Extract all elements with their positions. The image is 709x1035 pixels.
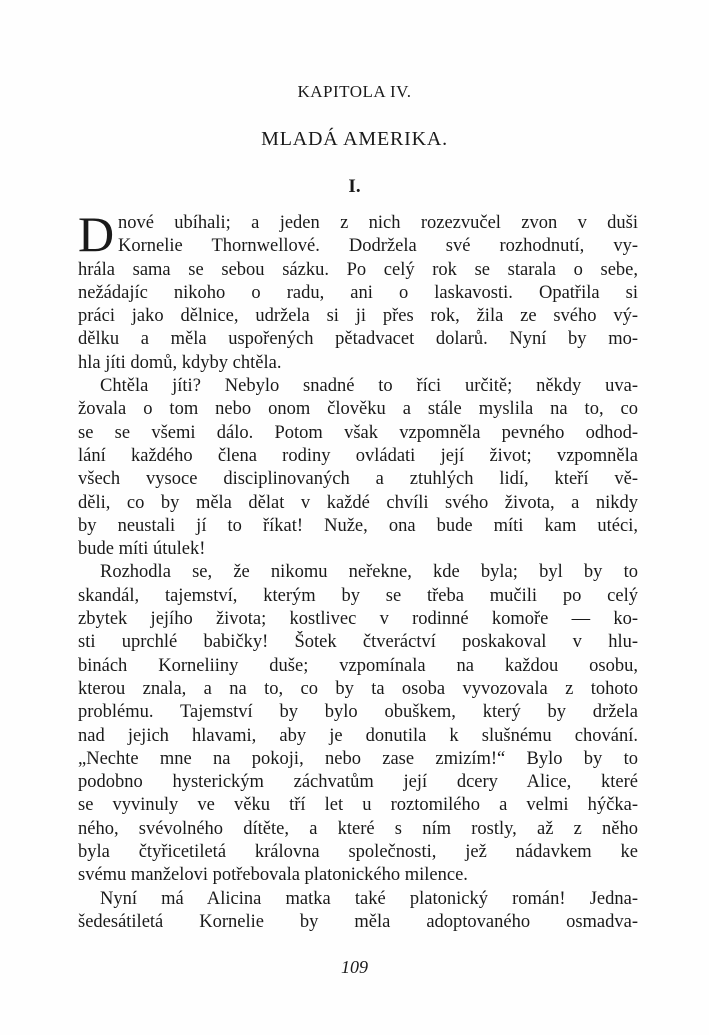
text-line: Chtěla jíti? Nebylo snadné to říci určitě; někdy uva- <box>100 376 638 397</box>
text-line: se vyvinuly ve věku tří let u roztomilého a velmi hýčka- <box>78 795 638 816</box>
text-line: kterou znala, a na to, co by ta osoba vyvozovala z tohoto <box>78 678 638 699</box>
chapter-title: MLADÁ AMERIKA. <box>261 128 448 150</box>
text-line: Nyní má Alicina matka také platonický román! Jedna- <box>100 888 638 909</box>
text-line: zbytek jejího života; kostlivec v rodinné komoře — ko- <box>78 609 638 630</box>
text-line: svému manželovi potřebovala platonického milence. <box>78 865 468 886</box>
text-line: šedesátiletá Kornelie by měla adoptovaného osmadva- <box>78 911 638 932</box>
text-line: sti uprchlé babičky! Šotek čtveráctví poskakoval v hlu- <box>78 632 638 653</box>
text-line: práci jako dělnice, udržela si ji přes rok, žila ze svého vý- <box>78 306 638 327</box>
text-line: problému. Tajemství by bylo obuškem, který by držela <box>78 702 638 723</box>
page-number: 109 <box>341 957 368 977</box>
text-line: žovala o tom nebo onom člověku a stále myslila na to, co <box>78 399 638 420</box>
text-line: ného, svévolného dítěte, a které s ním rostly, až z něho <box>78 818 638 839</box>
text-line: nežádajíc nikoho o radu, ani o laskavosti. Opatřila si <box>78 282 638 303</box>
text-line: hrála sama se sebou sázku. Po celý rok se starala o sebe, <box>78 259 638 280</box>
text-line: všech vysoce disciplinovaných a ztuhlých lidí, kteří vě- <box>78 469 638 490</box>
text-line: skandál, tajemství, kterým by se třeba mučili po celý <box>78 585 638 606</box>
text-line: binách Korneliiny duše; vzpomínala na každou osobu, <box>78 655 638 676</box>
text-line: podobno hysterickým záchvatům její dcery Alice, které <box>78 772 638 793</box>
text-line: by neustali jí to říkat! Nuže, ona bude míti kam utéci, <box>78 515 638 536</box>
text-line: nad jejich hlavami, aby je donutila k slušnému chování. <box>78 725 638 746</box>
body-text <box>78 206 638 934</box>
chapter-label: KAPITOLA IV. <box>297 82 412 101</box>
text-line: lání každého člena rodiny ovládati její život; vzpomněla <box>78 445 638 466</box>
text-line: Kornelie Thornwellové. Dodržela své rozhodnutí, vy- <box>118 236 638 257</box>
text-line: „Nechte mne na pokoji, nebo zase zmizím!“ Bylo by to <box>78 748 638 769</box>
text-line: hla jíti domů, kdyby chtěla. <box>78 352 282 373</box>
text-line: Rozhodla se, že nikomu neřekne, kde byla; byl by to <box>100 562 638 583</box>
text-line: děli, co by měla dělat v každé chvíli svého života, a nikdy <box>78 492 638 513</box>
text-line: bude míti útulek! <box>78 539 206 560</box>
drop-cap: D <box>78 206 115 262</box>
text-line: se se všemi dálo. Potom však vzpomněla pevného odhod- <box>78 422 638 443</box>
text-line: nové ubíhali; a jeden z nich rozezvučel zvon v duši <box>118 213 638 233</box>
section-number: I. <box>348 176 361 197</box>
text-line: dělku a měla uspořených pětadvacet dolarů. Nyní by mo- <box>78 329 638 350</box>
text-line: byla čtyřicetiletá královna společnosti, jež nádavkem ke <box>78 842 638 863</box>
